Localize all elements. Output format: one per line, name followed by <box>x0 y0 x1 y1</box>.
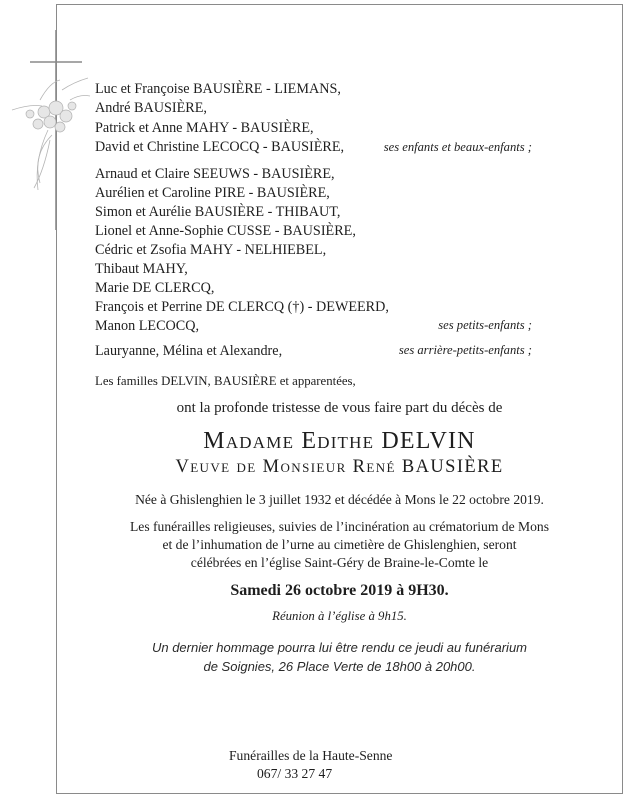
meeting-time: Réunion à l’église à 9h15. <box>272 609 407 623</box>
family-member: Luc et Françoise BAUSIÈRE - LIEMANS, <box>95 81 341 97</box>
family-member: André BAUSIÈRE, <box>95 100 207 116</box>
birth-death-line: Née à Ghislenghien le 3 juillet 1932 et décédée à Mons le 22 octobre 2019. <box>135 492 544 507</box>
family-member: Marie DE CLERCQ, <box>95 280 215 296</box>
families-line: Les familles DELVIN, BAUSIÈRE et apparentées, <box>95 374 356 388</box>
family-member: Patrick et Anne MAHY - BAUSIÈRE, <box>95 120 314 136</box>
tribute-line: de Soignies, 26 Place Verte de 18h00 à 20h00. <box>203 659 476 674</box>
family-member: Thibaut MAHY, <box>95 261 188 277</box>
cross-with-flowers-icon <box>0 30 100 230</box>
family-member: Lauryanne, Mélina et Alexandre, <box>95 343 283 359</box>
deceased-widow-of: Veuve de Monsieur René BAUSIÈRE <box>175 457 504 477</box>
tribute-line: Un dernier hommage pourra lui être rendu ce jeudi au funérarium <box>151 640 528 655</box>
funeral-line: et de l’inhumation de l’urne au cimetière de Ghislenghien, seront <box>162 537 517 552</box>
family-member: François et Perrine DE CLERCQ (†) - DEWEERD, <box>95 299 389 315</box>
relation-label-great-grandchildren: ses arrière-petits-enfants ; <box>398 343 532 357</box>
relation-label-children: ses enfants et beaux-enfants ; <box>383 140 532 154</box>
funeral-line: célébrées en l’église Saint-Géry de Braine-le-Comte le <box>190 555 489 570</box>
family-member: Aurélien et Caroline PIRE - BAUSIÈRE, <box>95 185 330 201</box>
deceased-name: Madame Edithe DELVIN <box>203 428 476 454</box>
family-member: Lionel et Anne-Sophie CUSSE - BAUSIÈRE, <box>95 223 356 239</box>
undertaker-name: Funérailles de la Haute-Senne <box>229 748 393 763</box>
ceremony-date-time: Samedi 26 octobre 2019 à 9H30. <box>230 582 449 599</box>
family-member: Arnaud et Claire SEEUWS - BAUSIÈRE, <box>95 166 335 182</box>
announcement-text: ont la profonde tristesse de vous faire part du décès de <box>176 400 503 416</box>
undertaker-phone: 067/ 33 27 47 <box>257 766 333 781</box>
funeral-line: Les funérailles religieuses, suivies de l’incinération au crématorium de Mons <box>129 519 549 534</box>
family-member: Simon et Aurélie BAUSIÈRE - THIBAUT, <box>95 204 341 220</box>
family-member: Cédric et Zsofia MAHY - NELHIEBEL, <box>95 242 327 258</box>
family-member: Manon LECOCQ, <box>95 318 200 334</box>
family-member: David et Christine LECOCQ - BAUSIÈRE, <box>95 139 345 155</box>
relation-label-grandchildren: ses petits-enfants ; <box>438 318 532 332</box>
